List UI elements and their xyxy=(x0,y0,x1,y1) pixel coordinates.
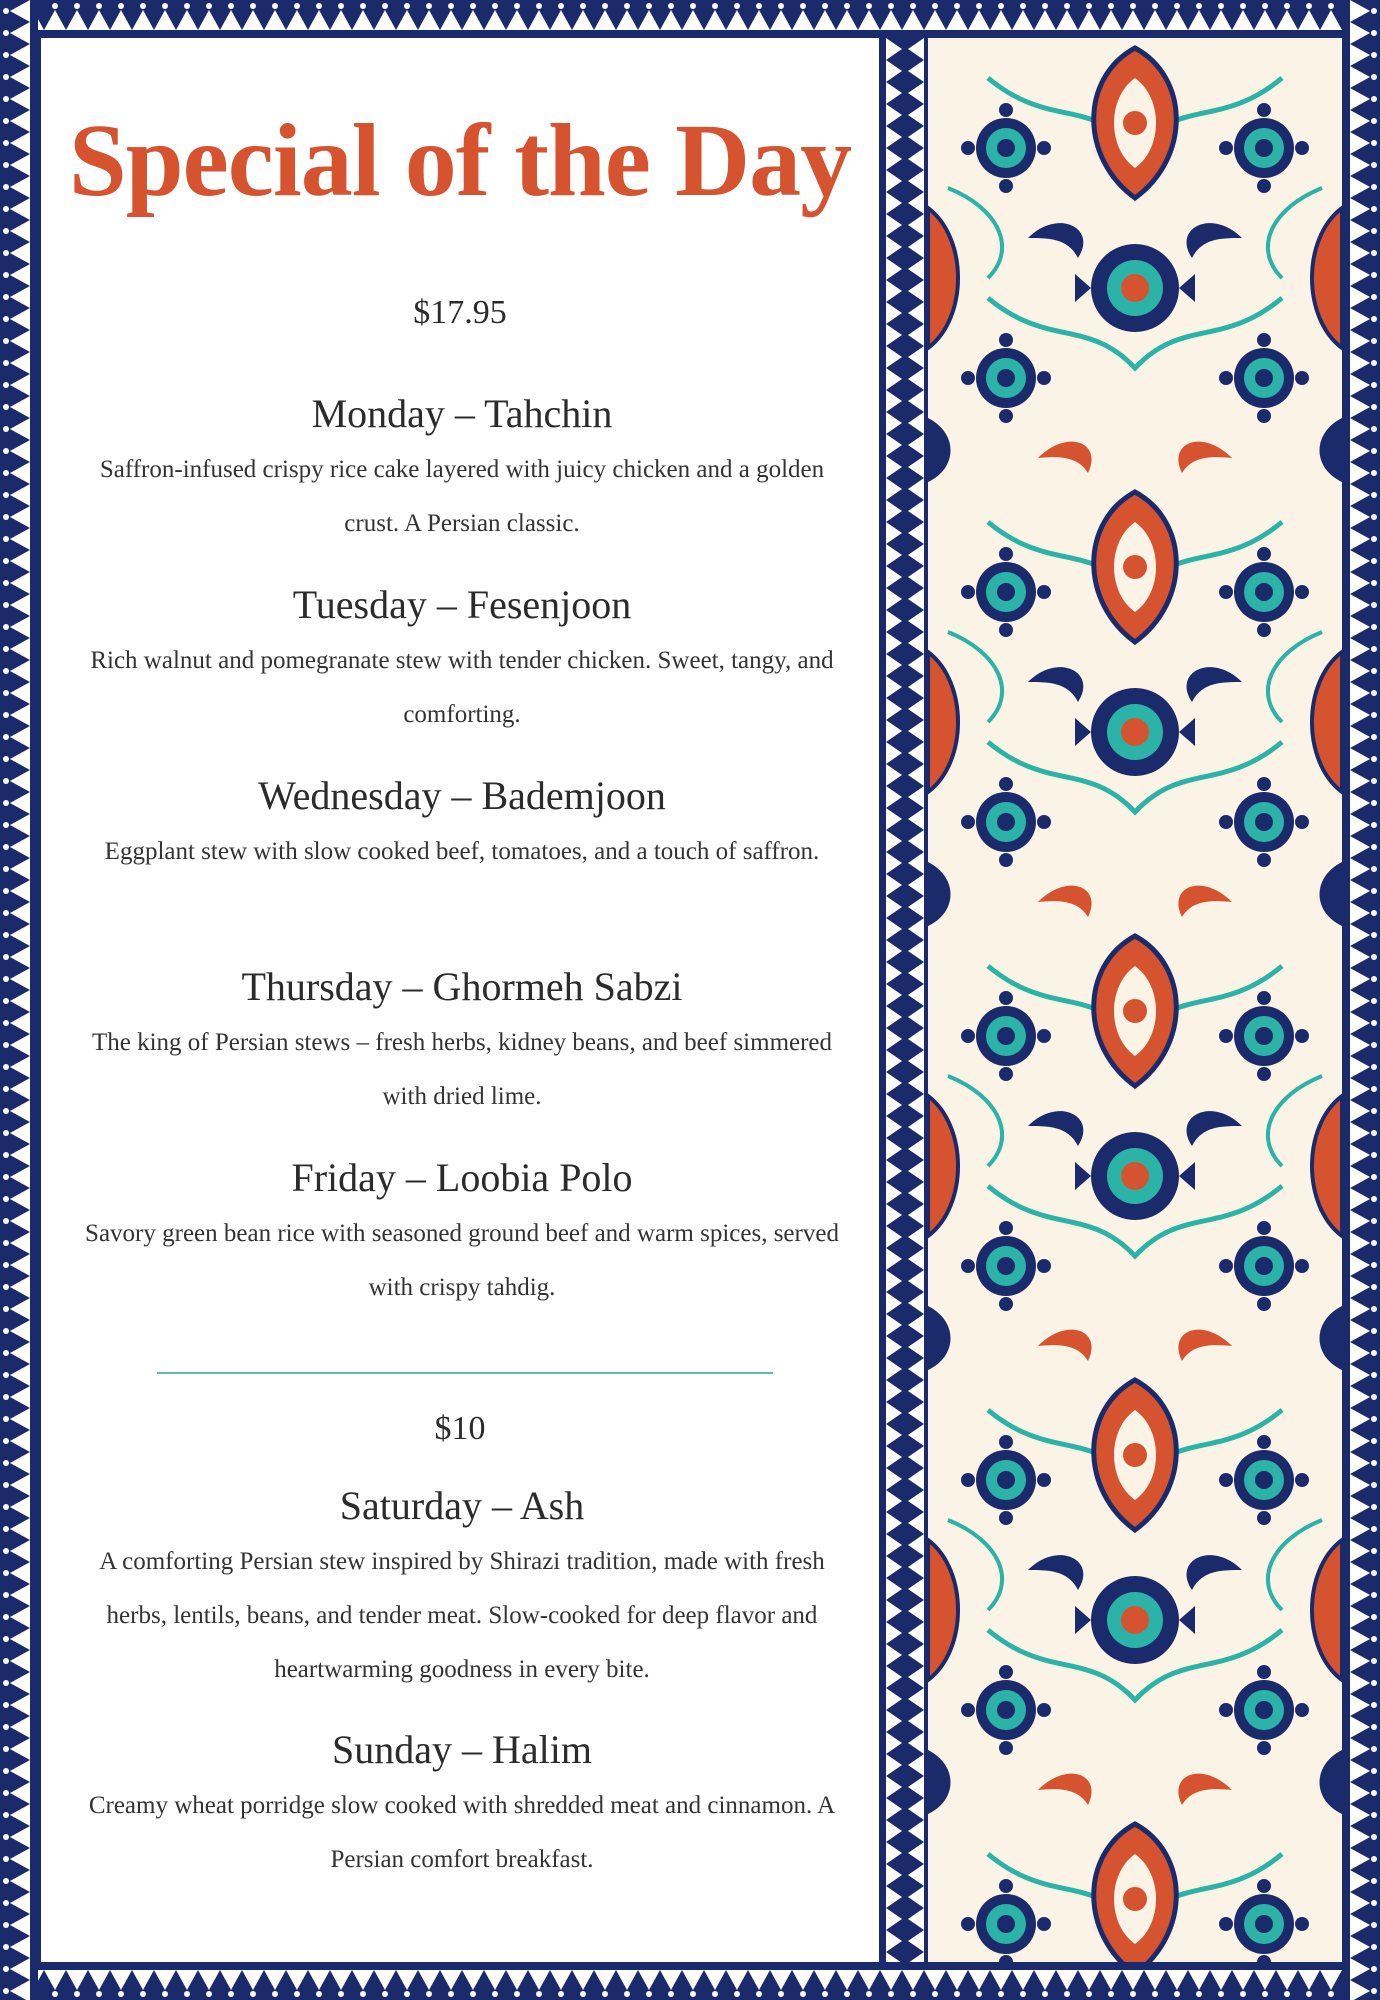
menu-item-monday xyxy=(71,390,853,551)
menu-item-name: Tuesday – Fesenjoon xyxy=(292,582,632,627)
top-border-pattern xyxy=(0,0,1380,38)
right-border-pattern xyxy=(1342,0,1380,2000)
left-border-pattern xyxy=(0,0,38,2000)
section-divider xyxy=(157,1372,773,1374)
menu-item-description: Saffron-infused crispy rice cake layered with juicy chicken and a golden crust. A Persian classic. xyxy=(99,456,825,537)
bottom-border-pattern xyxy=(0,1962,1380,2000)
menu-item-description: The king of Persian stews – fresh herbs, kidney beans, and beef simmered with dried lime. xyxy=(91,1029,833,1110)
menu-item-name: Friday – Loobia Polo xyxy=(291,1155,633,1200)
menu-item-name: Monday – Tahchin xyxy=(311,391,613,436)
menu-panel xyxy=(38,38,882,1962)
menu-item-name: Sunday – Halim xyxy=(332,1727,592,1772)
menu-item-description: Creamy wheat porridge slow cooked with shredded meat and cinnamon. A Persian comfort breakfast. xyxy=(88,1792,836,1873)
menu-item-description: Savory green bean rice with seasoned ground beef and warm spices, served with crispy tahdig. xyxy=(85,1220,839,1301)
menu-item-wednesday xyxy=(71,772,853,879)
persian-tile-pattern xyxy=(928,38,1342,1962)
weekday-price: $17.95 xyxy=(413,294,507,331)
menu-item-thursday xyxy=(71,963,853,1124)
menu-item-tuesday xyxy=(71,581,853,742)
menu-item-sunday xyxy=(71,1726,853,1887)
menu-item-description: Rich walnut and pomegranate stew with tender chicken. Sweet, tangy, and comforting. xyxy=(90,647,834,728)
menu-item-description: Eggplant stew with slow cooked beef, tomatoes, and a touch of saffron. xyxy=(104,838,820,865)
menu-item-saturday xyxy=(71,1482,853,1697)
menu-title: Special of the Day xyxy=(68,103,852,218)
menu-item-friday xyxy=(71,1154,853,1315)
middle-border-pattern xyxy=(882,38,928,1962)
menu-item-description: A comforting Persian stew inspired by Shirazi tradition, made with fresh herbs, lentils, beans, and tender meat. Slow-cooked for deep flavor and heartwarming goodness in every bite. xyxy=(99,1548,825,1683)
menu-item-name: Thursday – Ghormeh Sabzi xyxy=(241,964,683,1009)
menu-item-name: Wednesday – Bademjoon xyxy=(258,773,666,818)
weekend-price: $10 xyxy=(434,1410,486,1447)
tile-pattern-graphic xyxy=(928,38,1342,1962)
menu-item-name: Saturday – Ash xyxy=(339,1483,585,1528)
